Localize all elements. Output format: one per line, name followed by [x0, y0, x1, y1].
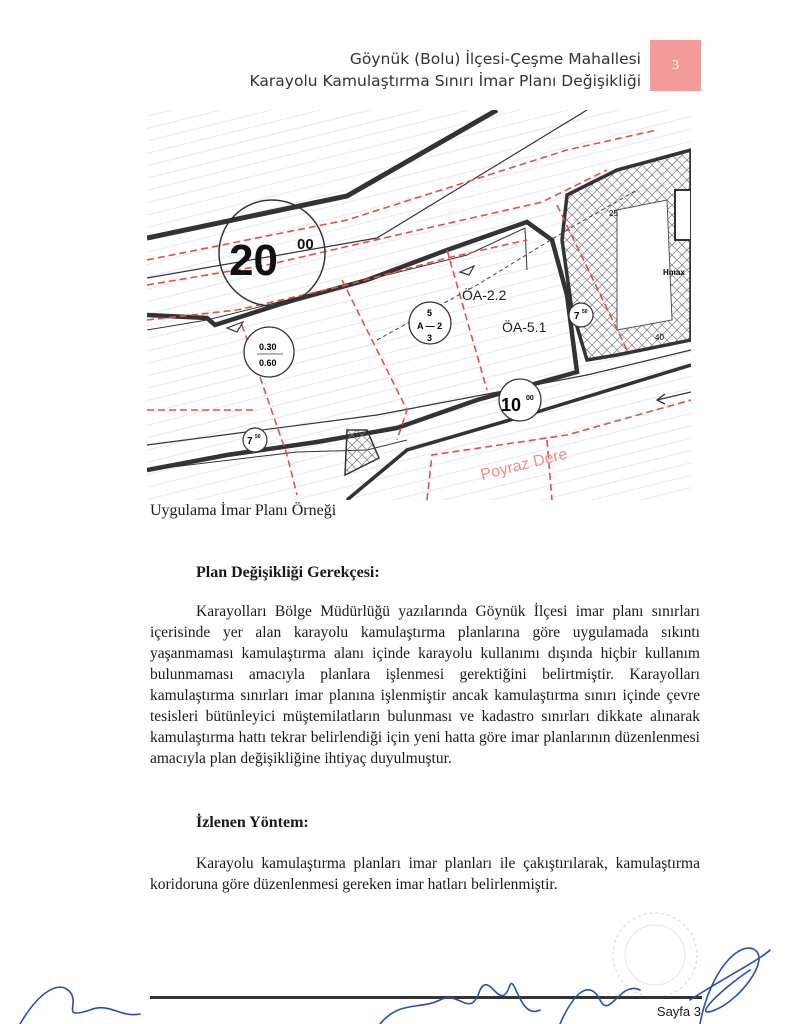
building-box	[675, 190, 691, 240]
footer-rule	[150, 996, 702, 999]
header-line-2: Karayolu Kamulaştırma Sınırı İmar Planı Değişikliği	[249, 72, 641, 90]
page-number-tab: 3	[650, 40, 701, 91]
zone-a-label: ÖA-2.2	[462, 287, 507, 303]
paragraph-rationale: Karayolları Bölge Müdürlüğü yazılarında Göynük İlçesi imar planı sınırları içerisinde yer alan karayolu kamulaştırma planlarına göre uygulamada sıkıntı yaşanmaması kamulaştırma alanı içinde karayolu kullanımı dışında hiçbir kullanım bulunmaması amacıyla planlara işlenmesi gerektiğini belirtmiştir. Karayolları kamulaştırma sınırları imar planına işlenmiştir ancak kamulaştırma sınırı içinde çevre tesisleri bütünleyici müştemilatların bulunması ve kadastro sınırları dikkate alınarak kamulaştırma hattı tekrar belirlendiği için yeni hatta göre imar planlarının düzenlenmesi amacıyla plan değişikliğine ihtiyaç duyulmuştur.	[150, 603, 700, 767]
road-width-small-left: 7	[247, 436, 253, 447]
document-header	[250, 48, 641, 92]
zone-b-label: ÖA-5.1	[502, 319, 547, 335]
section-heading-method: İzlenen Yöntem:	[196, 814, 309, 831]
zoning-plan-map	[147, 110, 691, 500]
road-width-main-sup: 00	[297, 236, 314, 253]
floor-top: 5	[427, 308, 433, 318]
map-caption: Uygulama İmar Planı Örneği	[150, 502, 337, 519]
section-heading-rationale: Plan Değişikliği Gerekçesi:	[196, 564, 380, 581]
footer-page-number: Sayfa 3	[656, 1004, 701, 1019]
road-width-small-right: 7	[574, 311, 580, 322]
road-width-marker-small-right	[569, 303, 593, 327]
road-width-secondary-sup: 00	[526, 395, 534, 402]
floor-mid: A — 2	[417, 321, 443, 331]
header-line-1: Göynük (Bolu) İlçesi-Çeşme Mahallesi	[349, 50, 641, 68]
faint-stamp	[600, 905, 710, 1005]
density-bottom: 0.60	[259, 358, 277, 368]
density-marker	[244, 327, 294, 377]
label-hmax: Hmax	[663, 268, 685, 277]
floor-bottom: 3	[427, 333, 433, 343]
label-25: 25	[609, 209, 618, 218]
parcel-outline	[617, 200, 672, 330]
road-width-main-label: 20	[229, 236, 278, 285]
label-40: 40	[655, 333, 664, 342]
stream-label: Poyraz Dere	[478, 445, 570, 484]
paragraph-method: Karayolu kamulaştırma planları imar planları ile çakıştırılarak, kamulaştırma koridoruna göre düzenlenmesi gereken imar hatları belirlenmiştir.	[150, 855, 700, 893]
road-width-small-right-sup: 50	[582, 309, 588, 315]
density-top: 0.30	[259, 342, 277, 352]
road-width-small-left-sup: 50	[255, 434, 261, 440]
road-width-secondary-label: 10	[501, 395, 522, 415]
